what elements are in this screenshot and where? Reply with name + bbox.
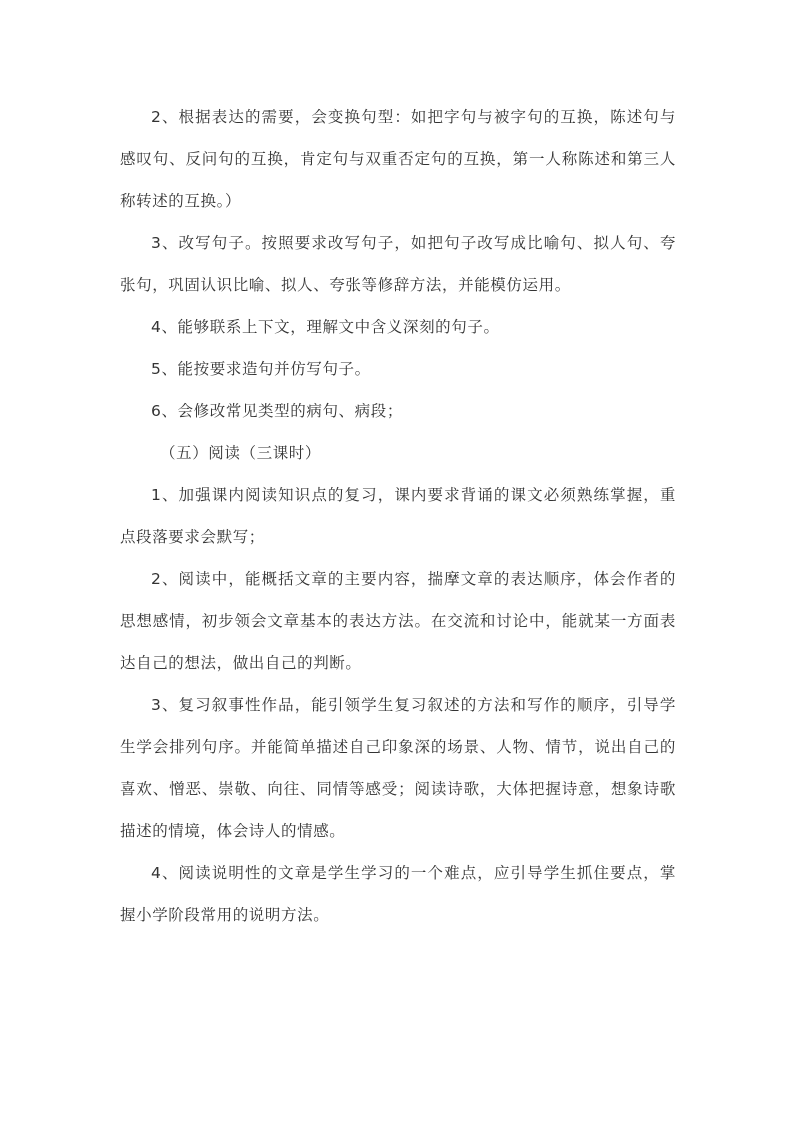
paragraph-reading-review: 1、加强课内阅读知识点的复习，课内要求背诵的课文必须熟练掌握，重点段落要求会默写； xyxy=(120,486,676,546)
document-body xyxy=(120,96,676,936)
paragraph-sentence-transform: 2、根据表达的需要，会变换句型：如把字句与被字句的互换，陈述句与感叹句、反问句的互换，肯定句与双重否定句的互换，第一人称陈述和第三人称转述的互换。） xyxy=(120,108,676,210)
section-heading-reading: （五）阅读（三课时） xyxy=(160,444,322,462)
paragraph-make-sentences: 5、能按要求造句并仿写句子。 xyxy=(151,360,371,378)
paragraph-narrative-works: 3、复习叙事性作品，能引领学生复习叙述的方法和写作的顺序，引导学生学会排列句序。并能简单描述自己印象深的场景、人物、情节，说出自己的喜欢、憎恶、崇敬、向往、同情等感受；阅读诗歌，大体把握诗意，想象诗歌描述的情境，体会诗人的情感。 xyxy=(120,696,676,840)
paragraph-rewrite-sentences: 3、改写句子。按照要求改写句子，如把句子改写成比喻句、拟人句、夸张句，巩固认识比喻、拟人、夸张等修辞方法，并能模仿运用。 xyxy=(120,234,676,294)
paragraph-correct-sentences: 6、会修改常见类型的病句、病段； xyxy=(151,402,403,420)
paragraph-expository-texts: 4、阅读说明性的文章是学生学习的一个难点，应引导学生抓住要点，掌握小学阶段常用的说明方法。 xyxy=(120,864,676,924)
paragraph-context-understanding: 4、能够联系上下文，理解文中含义深刻的句子。 xyxy=(151,318,500,336)
paragraph-reading-summary: 2、阅读中，能概括文章的主要内容，揣摩文章的表达顺序，体会作者的思想感情，初步领会文章基本的表达方法。在交流和讨论中，能就某一方面表达自己的想法，做出自己的判断。 xyxy=(120,570,676,672)
